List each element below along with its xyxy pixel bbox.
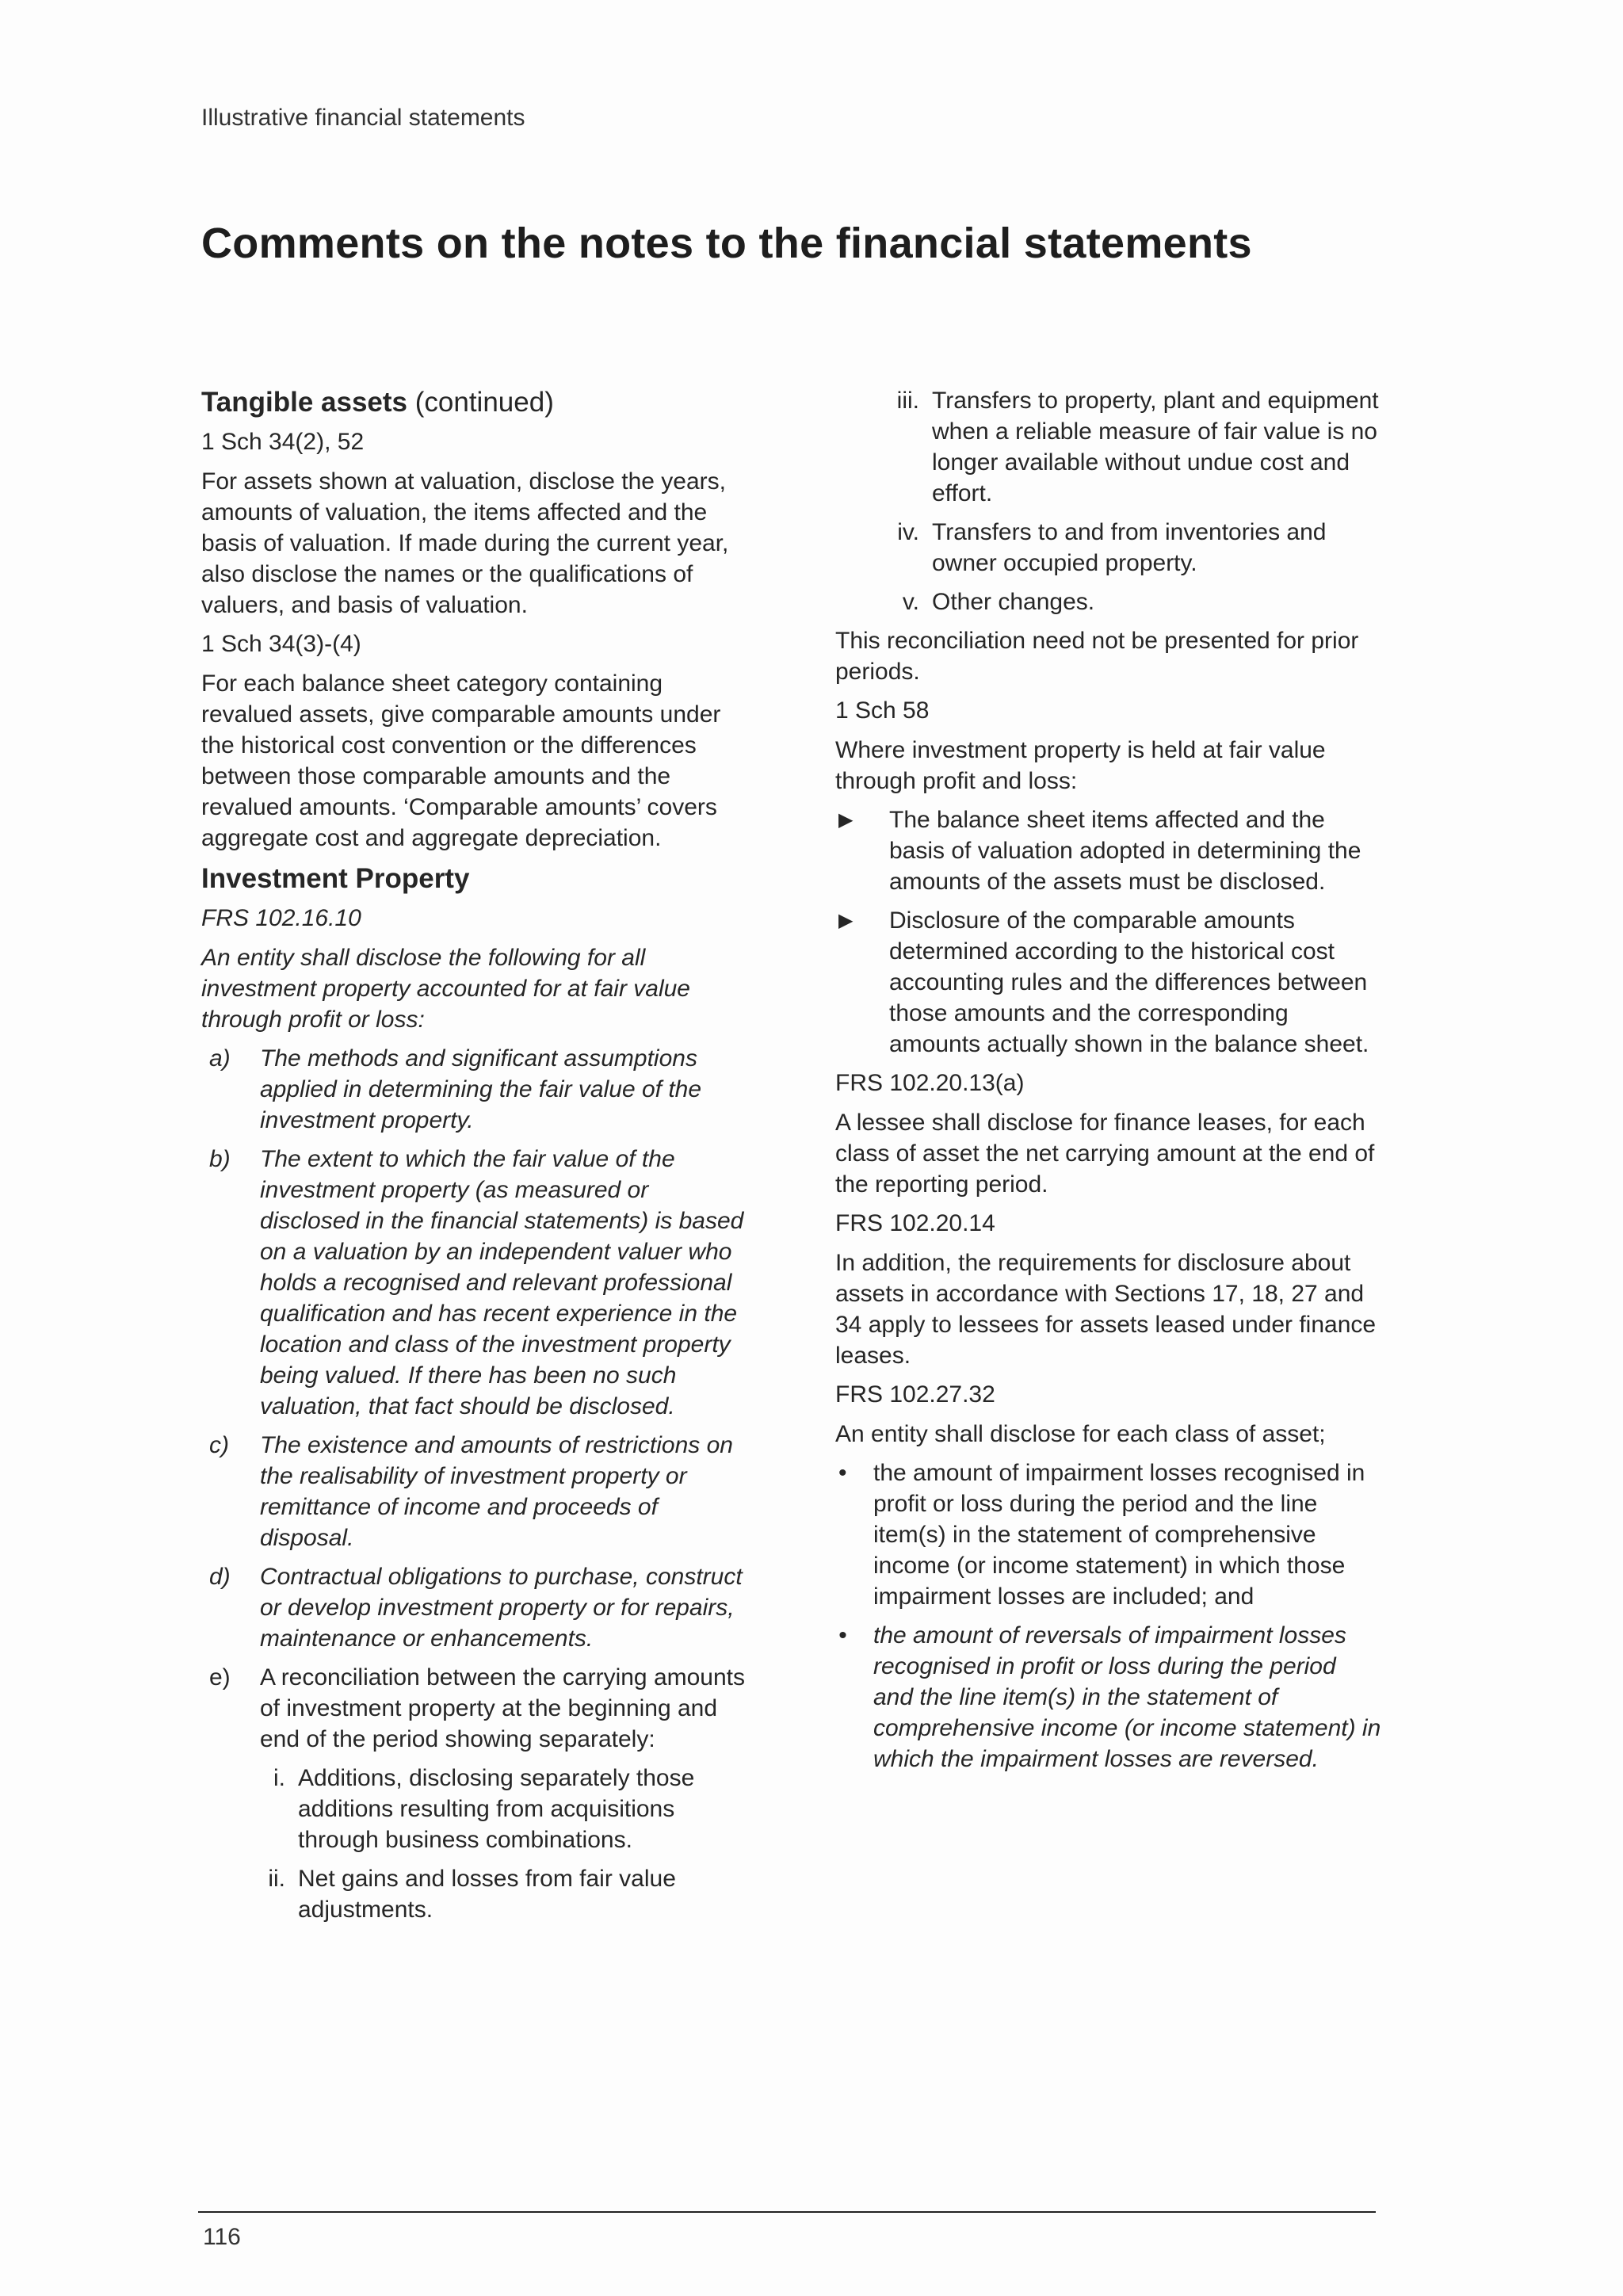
list-marker: iii. [896, 388, 919, 414]
paragraph: For assets shown at valuation, disclose the years, amounts of valuation, the items affected and the basis of valuation. If made during the current year, also disclose the names or the qualifications of valuers, and basis of valuation. [201, 468, 729, 618]
list-marker: c) [209, 1432, 229, 1458]
reference: 1 Sch 58 [835, 697, 930, 724]
list-marker: ii. [268, 1866, 285, 1892]
list-item [835, 804, 1382, 897]
paragraph: An entity shall disclose the following for all investment property accounted for at fair value through profit or loss: [201, 945, 690, 1033]
disclosure-list [201, 1043, 748, 1755]
list-item-text: The existence and amounts of restrictions on the realisability of investment property or remittance of income and proceeds of disposal. [260, 1432, 733, 1551]
reference: 1 Sch 34(2), 52 [201, 429, 365, 455]
reconciliation-list [201, 1763, 748, 1925]
list-item [201, 1430, 748, 1553]
list-item-text: Transfers to property, plant and equipment when a reliable measure of fair value is no longer available without undue cost and effort. [932, 388, 1379, 506]
list-item-text: the amount of reversals of impairment losses recognised in profit or loss during the period and the line item(s) in the statement of comprehensive income (or income statement) in which the impairment losses are reversed. [873, 1622, 1381, 1772]
paragraph: An entity shall disclose for each class of asset; [835, 1421, 1326, 1447]
list-marker: i. [273, 1765, 285, 1791]
footer-divider [198, 2211, 1376, 2213]
bullet-icon: • [838, 1622, 847, 1648]
arrow-list [835, 804, 1382, 1060]
list-item-text: the amount of impairment losses recognised in profit or loss during the period and the line item(s) in the statement of comprehensive income (or income statement) in which those impairment losses are included; and [873, 1460, 1365, 1610]
left-column [201, 385, 748, 1933]
tangible-assets-title: Tangible assets [201, 387, 408, 418]
list-marker: v. [902, 589, 919, 615]
list-item [201, 1863, 748, 1925]
list-item-text: Transfers to and from inventories and owner occupied property. [932, 519, 1327, 576]
investment-property-heading: Investment Property [201, 863, 470, 894]
list-item [201, 1763, 748, 1855]
arrow-bullet-icon: ▶ [838, 809, 854, 831]
list-item [201, 1144, 748, 1422]
page-number: 116 [203, 2224, 241, 2250]
reference: FRS 102.20.13(a) [835, 1070, 1025, 1096]
list-marker: b) [209, 1146, 231, 1172]
running-head: Illustrative financial statements [201, 105, 525, 131]
list-marker: d) [209, 1564, 231, 1590]
list-item [201, 1662, 748, 1755]
list-item [201, 1043, 748, 1136]
paragraph: This reconciliation need not be presented for prior periods. [835, 628, 1359, 685]
list-item-text: Additions, disclosing separately those additions resulting from acquisitions through business combinations. [298, 1765, 695, 1853]
tangible-assets-heading [201, 385, 748, 420]
continued-label: (continued) [414, 387, 554, 418]
reference: FRS 102.20.14 [835, 1210, 995, 1236]
list-item-text: A reconciliation between the carrying amounts of investment property at the beginning and end of the period showing separately: [260, 1664, 746, 1752]
list-item [201, 1561, 748, 1654]
list-item-text: Net gains and losses from fair value adjustments. [298, 1866, 676, 1923]
list-marker: a) [209, 1045, 231, 1072]
paragraph: A lessee shall disclose for finance leases, for each class of asset the net carrying amount at the end of the reporting period. [835, 1110, 1375, 1198]
list-item-text: Other changes. [932, 589, 1095, 615]
list-item [835, 517, 1382, 579]
arrow-bullet-icon: ▶ [838, 910, 854, 931]
reference: FRS 102.27.32 [835, 1381, 995, 1408]
list-item-text: The balance sheet items affected and the basis of valuation adopted in determining the amounts of the assets must be disclosed. [889, 807, 1361, 895]
list-item [835, 385, 1382, 509]
list-item [835, 586, 1382, 617]
page-title: Comments on the notes to the financial statements [201, 220, 1252, 267]
list-marker: e) [209, 1664, 231, 1690]
list-item-text: The extent to which the fair value of the investment property (as measured or disclosed in the financial statements) is based on a valuation by an independent valuer who holds a recognised and relevant professional qualification and has recent experience in the location and class of the investment property being valued. If there has been no such valuation, that fact should be disclosed. [260, 1146, 744, 1419]
paragraph: Where investment property is held at fair value through profit and loss: [835, 737, 1326, 794]
list-item [835, 905, 1382, 1060]
paragraph: For each balance sheet category containing revalued assets, give comparable amounts under the historical cost convention or the differences between those comparable amounts and the revalued amounts. ‘Comparable amounts’ covers aggregate cost and aggregate depreciation. [201, 670, 721, 851]
list-item-text: The methods and significant assumptions applied in determining the fair value of the investment property. [260, 1045, 702, 1133]
right-column [835, 385, 1382, 1782]
list-marker: iv. [897, 519, 919, 545]
reconciliation-list-continued [835, 385, 1382, 617]
bullet-icon: • [838, 1460, 847, 1486]
reference: 1 Sch 34(3)-(4) [201, 631, 361, 657]
list-item [835, 1457, 1382, 1612]
paragraph: In addition, the requirements for disclosure about assets in accordance with Sections 17, 18, 27 and 34 apply to lessees for assets leased under finance leases. [835, 1250, 1377, 1369]
list-item-text: Contractual obligations to purchase, construct or develop investment property or for repairs, maintenance or enhancements. [260, 1564, 743, 1652]
reference: FRS 102.16.10 [201, 905, 361, 931]
list-item-text: Disclosure of the comparable amounts determined according to the historical cost accounting rules and the differences between those amounts and the corresponding amounts actually shown in the balance sheet. [889, 907, 1369, 1057]
list-item [835, 1620, 1382, 1775]
bullet-list [835, 1457, 1382, 1775]
